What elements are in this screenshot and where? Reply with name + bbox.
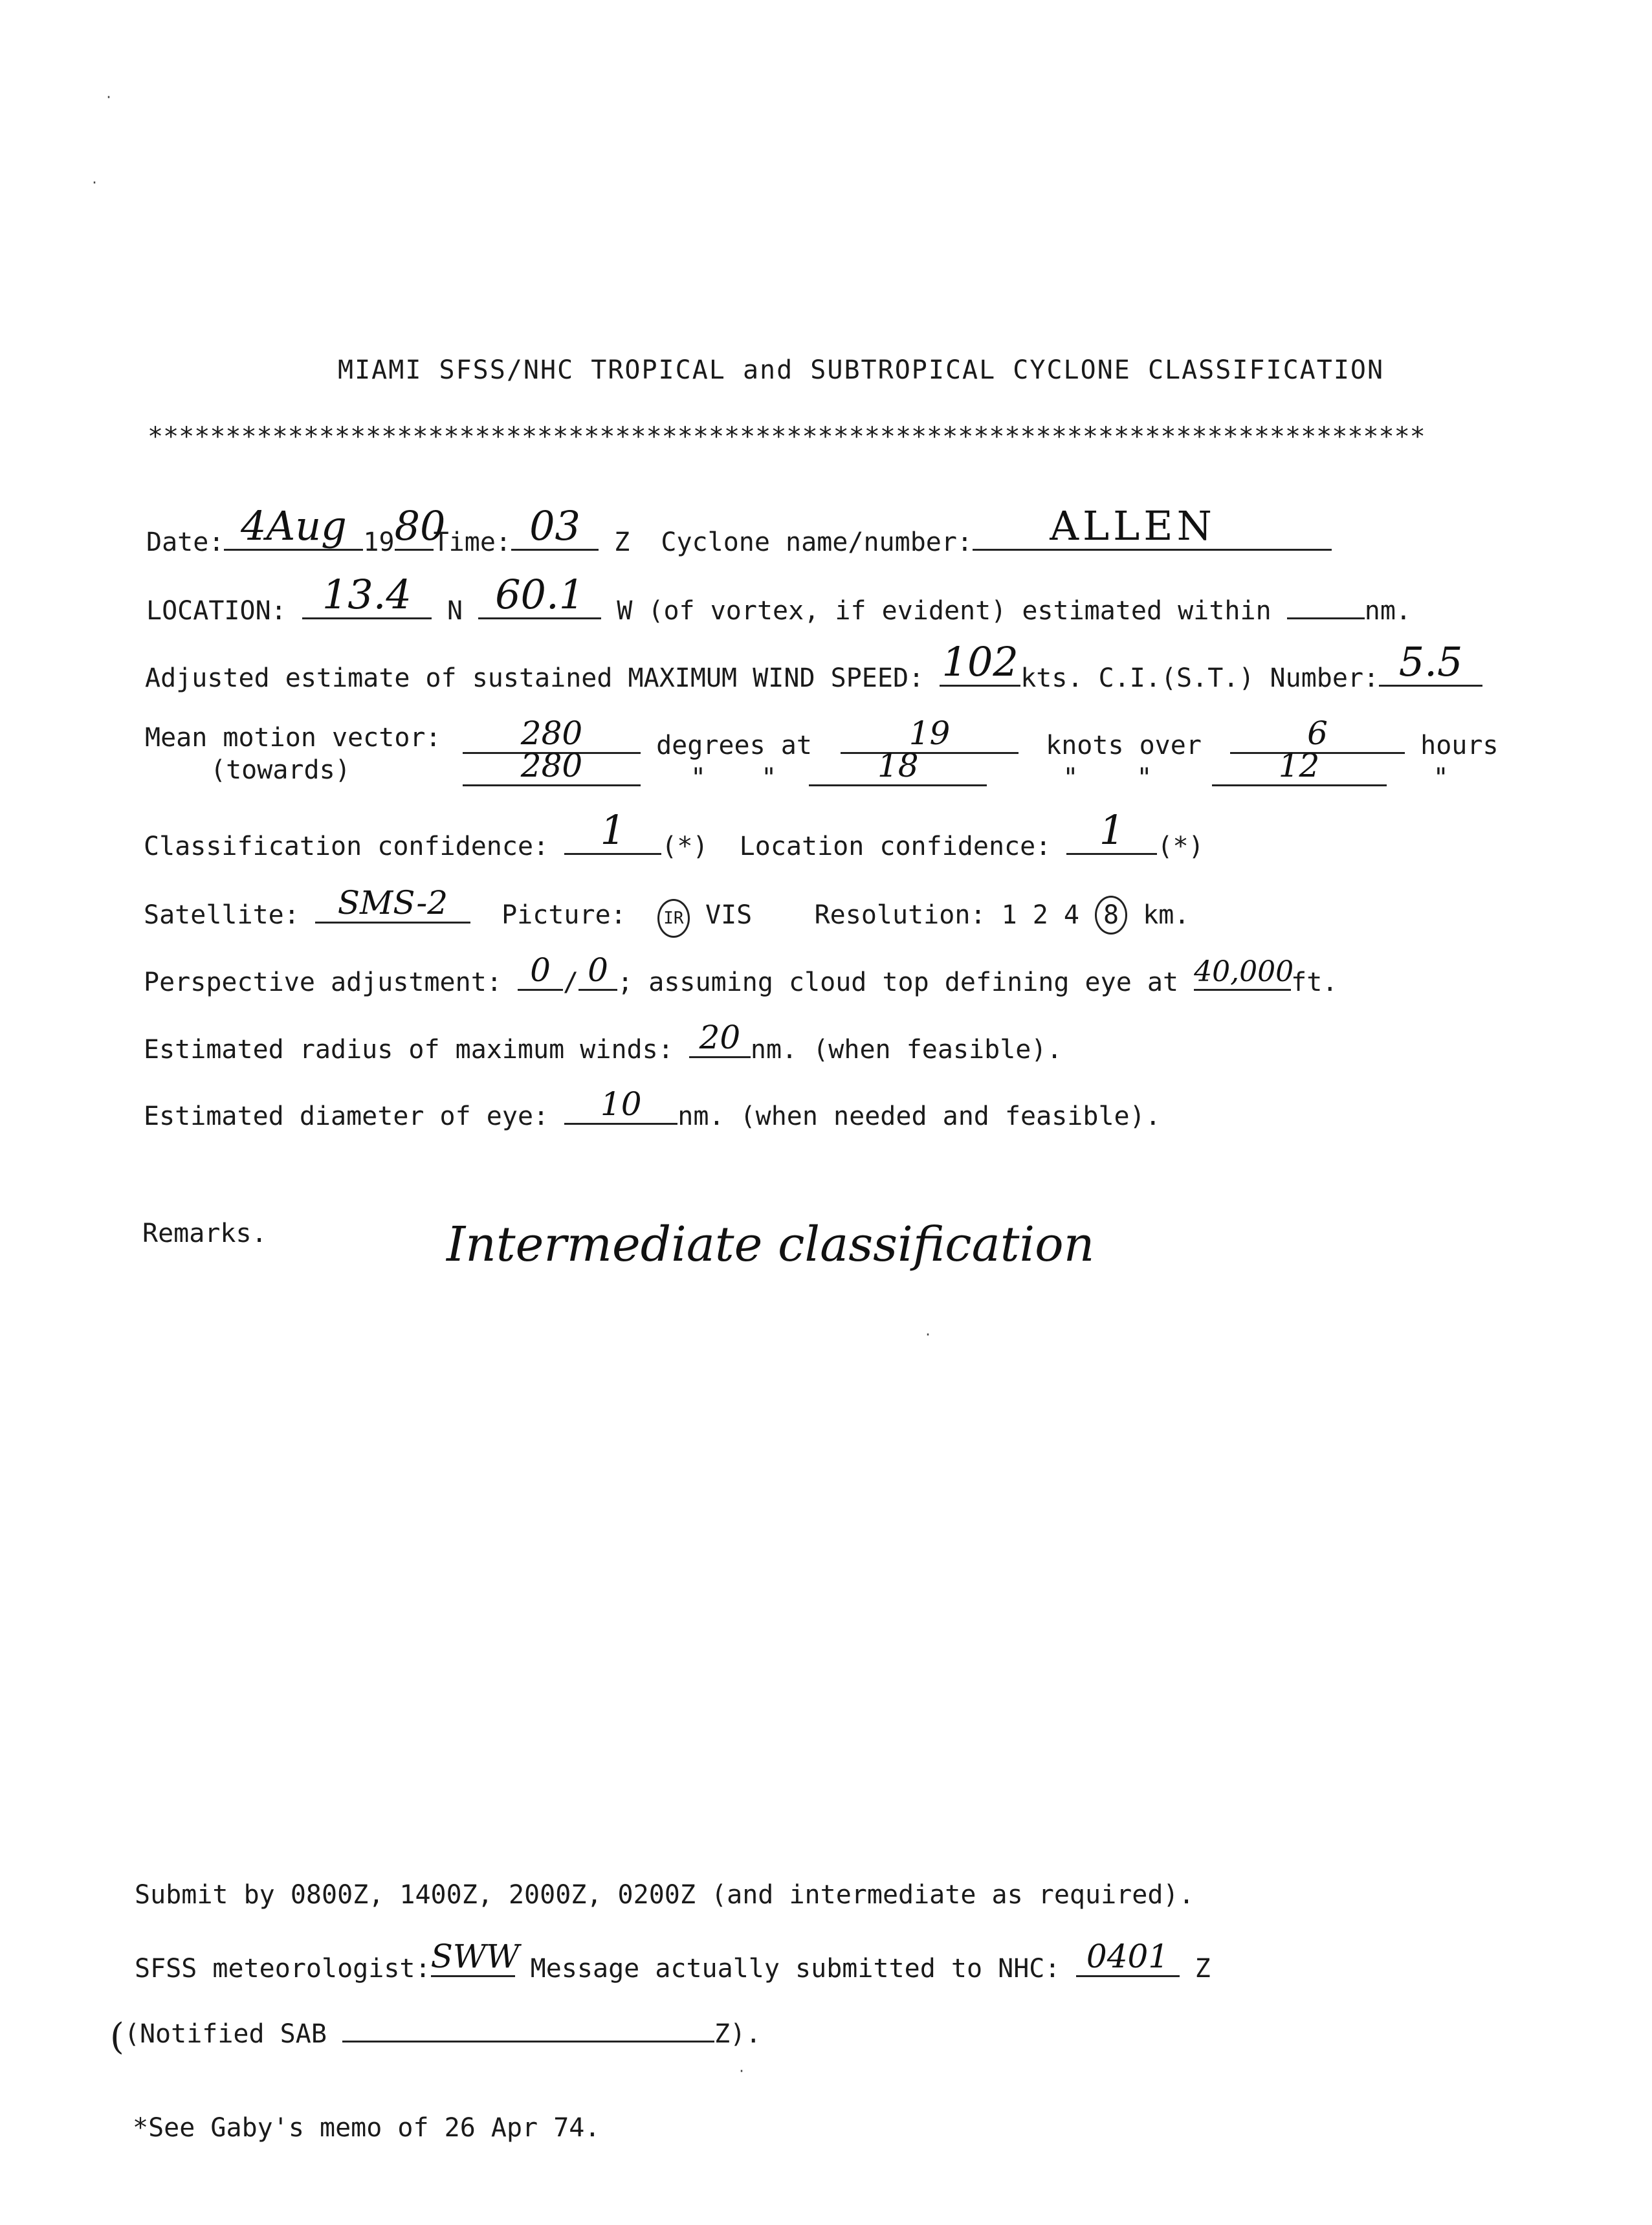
location-confidence-value: 1 [1099, 806, 1125, 854]
eye-height-value: 40,000 [1194, 955, 1294, 988]
eye-height-field [1194, 955, 1294, 991]
remarks-label: Remarks. [142, 1219, 267, 1248]
classification-confidence-field [564, 806, 661, 855]
knots-value: 18 [877, 747, 919, 784]
eye-diameter-suffix: nm. (when needed and feasible). [677, 1101, 1161, 1131]
n-label: N [446, 596, 463, 626]
speck: · [924, 1327, 932, 1342]
star-note: (*) [661, 832, 709, 861]
date-value: 4Aug [241, 502, 347, 549]
notified-label: (Notified SAB [124, 2019, 327, 2049]
speck: · [105, 89, 113, 105]
year-field [394, 502, 446, 551]
date-field [224, 502, 363, 551]
rmw-row [144, 1019, 1063, 1065]
degrees-label: degrees at [656, 731, 812, 760]
rmw-label: Estimated radius of maximum winds: [144, 1035, 674, 1065]
hours-field [1212, 747, 1387, 786]
rmw-suffix: nm. (when feasible). [750, 1035, 1063, 1065]
picture-ir: IR [663, 909, 684, 928]
notified-suffix: Z). [714, 2019, 762, 2049]
time-value: 03 [529, 502, 580, 549]
degrees-field [463, 747, 641, 786]
cyclone-label: Cyclone name/number: [661, 527, 973, 557]
footnote: *See Gaby's memo of 26 Apr 74. [133, 2113, 600, 2143]
wind-label: Adjusted estimate of sustained MAXIMUM WIND SPEED: [145, 663, 925, 693]
w-label: W (of vortex, if evident) estimated within [617, 596, 1272, 626]
notified-row [110, 2013, 762, 2058]
rmw-field [689, 1019, 751, 1058]
knots-field [809, 747, 987, 786]
resolution-selected-circled [1095, 896, 1127, 935]
satellite-row [144, 884, 1190, 938]
meteorologist-value: SWW [430, 1938, 520, 1975]
message-field [1076, 1938, 1180, 1977]
wind-field [940, 638, 1020, 687]
confidence-row [144, 806, 1204, 861]
location-label: LOCATION: [146, 596, 287, 626]
date-row [146, 502, 1332, 557]
hours-value: 6 [1307, 714, 1328, 752]
star-divider: ********************************************************************************** [148, 422, 1426, 452]
knots-value: 19 [909, 714, 951, 752]
rmw-value: 20 [699, 1019, 741, 1056]
picture-vis: VIS [705, 900, 753, 930]
z-label: Z [614, 527, 630, 557]
motion-row-2 [463, 747, 1454, 793]
perspective-a-field [518, 951, 563, 991]
handwritten-paren: ( [110, 2016, 124, 2058]
ditto-mark: " [690, 763, 707, 793]
motion-label: Mean motion vector: [145, 723, 441, 753]
meteorologist-label: SFSS meteorologist: [135, 1954, 431, 1984]
within-field [1287, 590, 1365, 619]
z-label: Z [1195, 1954, 1211, 1984]
degrees-value: 280 [520, 747, 583, 784]
notified-field [342, 2013, 714, 2042]
ci-label: C.I.(S.T.) Number: [1098, 663, 1380, 693]
classification-confidence-label: Classification confidence: [144, 832, 549, 861]
ditto-mark: " [1063, 763, 1079, 793]
hours-value: 12 [1278, 747, 1320, 784]
perspective-b-value: 0 [588, 951, 608, 989]
longitude-field [478, 571, 601, 619]
satellite-field [315, 884, 470, 924]
meteorologist-field [430, 1938, 520, 1977]
degrees-value: 280 [520, 714, 583, 752]
speck: · [738, 2063, 746, 2079]
nm-label: nm. [1364, 596, 1412, 626]
picture-label: Picture: [501, 900, 626, 930]
towards-label: (towards) [210, 755, 351, 785]
satellite-value: SMS-2 [337, 884, 448, 922]
remarks-value: Intermediate classification [446, 1217, 1095, 1272]
resolution-label: Resolution: 1 2 4 [814, 900, 1079, 930]
longitude-value: 60.1 [495, 571, 585, 618]
perspective-a-value: 0 [530, 951, 551, 989]
classification-confidence-value: 1 [600, 806, 626, 854]
picture-ir-circled [657, 899, 690, 938]
location-confidence-label: Location confidence: [739, 832, 1052, 861]
cyclone-value: ALLEN [1050, 502, 1216, 549]
ditto-mark: " [761, 763, 777, 793]
meteorologist-row [135, 1938, 1211, 1984]
perspective-row: Perspective adjustment: 0 / 0 ; assuming cloud top defining eye at 40,000 ft. [144, 951, 1338, 997]
eye-diameter-field [564, 1085, 677, 1125]
wind-value: 102 [942, 638, 1019, 685]
perspective-b-field [578, 951, 617, 991]
latitude-value: 13.4 [322, 571, 412, 618]
km-label: km. [1143, 900, 1190, 930]
speck: · [91, 175, 99, 190]
ci-field [1379, 638, 1482, 687]
hours-label: hours [1420, 731, 1499, 760]
year-prefix: 19 [363, 527, 395, 557]
submit-note: Submit by 0800Z, 1400Z, 2000Z, 0200Z (and intermediate as required). [135, 1880, 1195, 1910]
form-title: MIAMI SFSS/NHC TROPICAL and SUBTROPICAL CYCLONE CLASSIFICATION [338, 355, 1385, 385]
star-note: (*) [1157, 832, 1204, 861]
knots-label: knots over [1046, 731, 1202, 760]
cyclone-field [973, 502, 1332, 551]
latitude-field [302, 571, 432, 619]
ditto-mark: " [1433, 763, 1449, 793]
ditto-mark: " [1136, 763, 1152, 793]
ft-label: ft. [1291, 968, 1338, 997]
eye-diameter-label: Estimated diameter of eye: [144, 1101, 549, 1131]
kts-label: kts. [1020, 663, 1083, 693]
location-row [146, 571, 1412, 626]
message-label: Message actually submitted to NHC: [530, 1954, 1061, 1984]
location-confidence-field [1066, 806, 1157, 855]
time-label: Time: [433, 527, 512, 557]
perspective-mid-text: ; assuming cloud top defining eye at [617, 968, 1179, 997]
perspective-label: Perspective adjustment: [144, 968, 502, 997]
year-value: 80 [394, 502, 446, 549]
ci-value: 5.5 [1398, 638, 1463, 685]
date-label: Date: [146, 527, 225, 557]
satellite-label: Satellite: [144, 900, 300, 930]
eye-diameter-row [144, 1085, 1161, 1131]
resolution-selected: 8 [1103, 900, 1119, 930]
wind-row [145, 638, 1482, 693]
time-field [511, 502, 599, 551]
message-value: 0401 [1086, 1938, 1169, 1975]
eye-diameter-value: 10 [600, 1085, 642, 1123]
